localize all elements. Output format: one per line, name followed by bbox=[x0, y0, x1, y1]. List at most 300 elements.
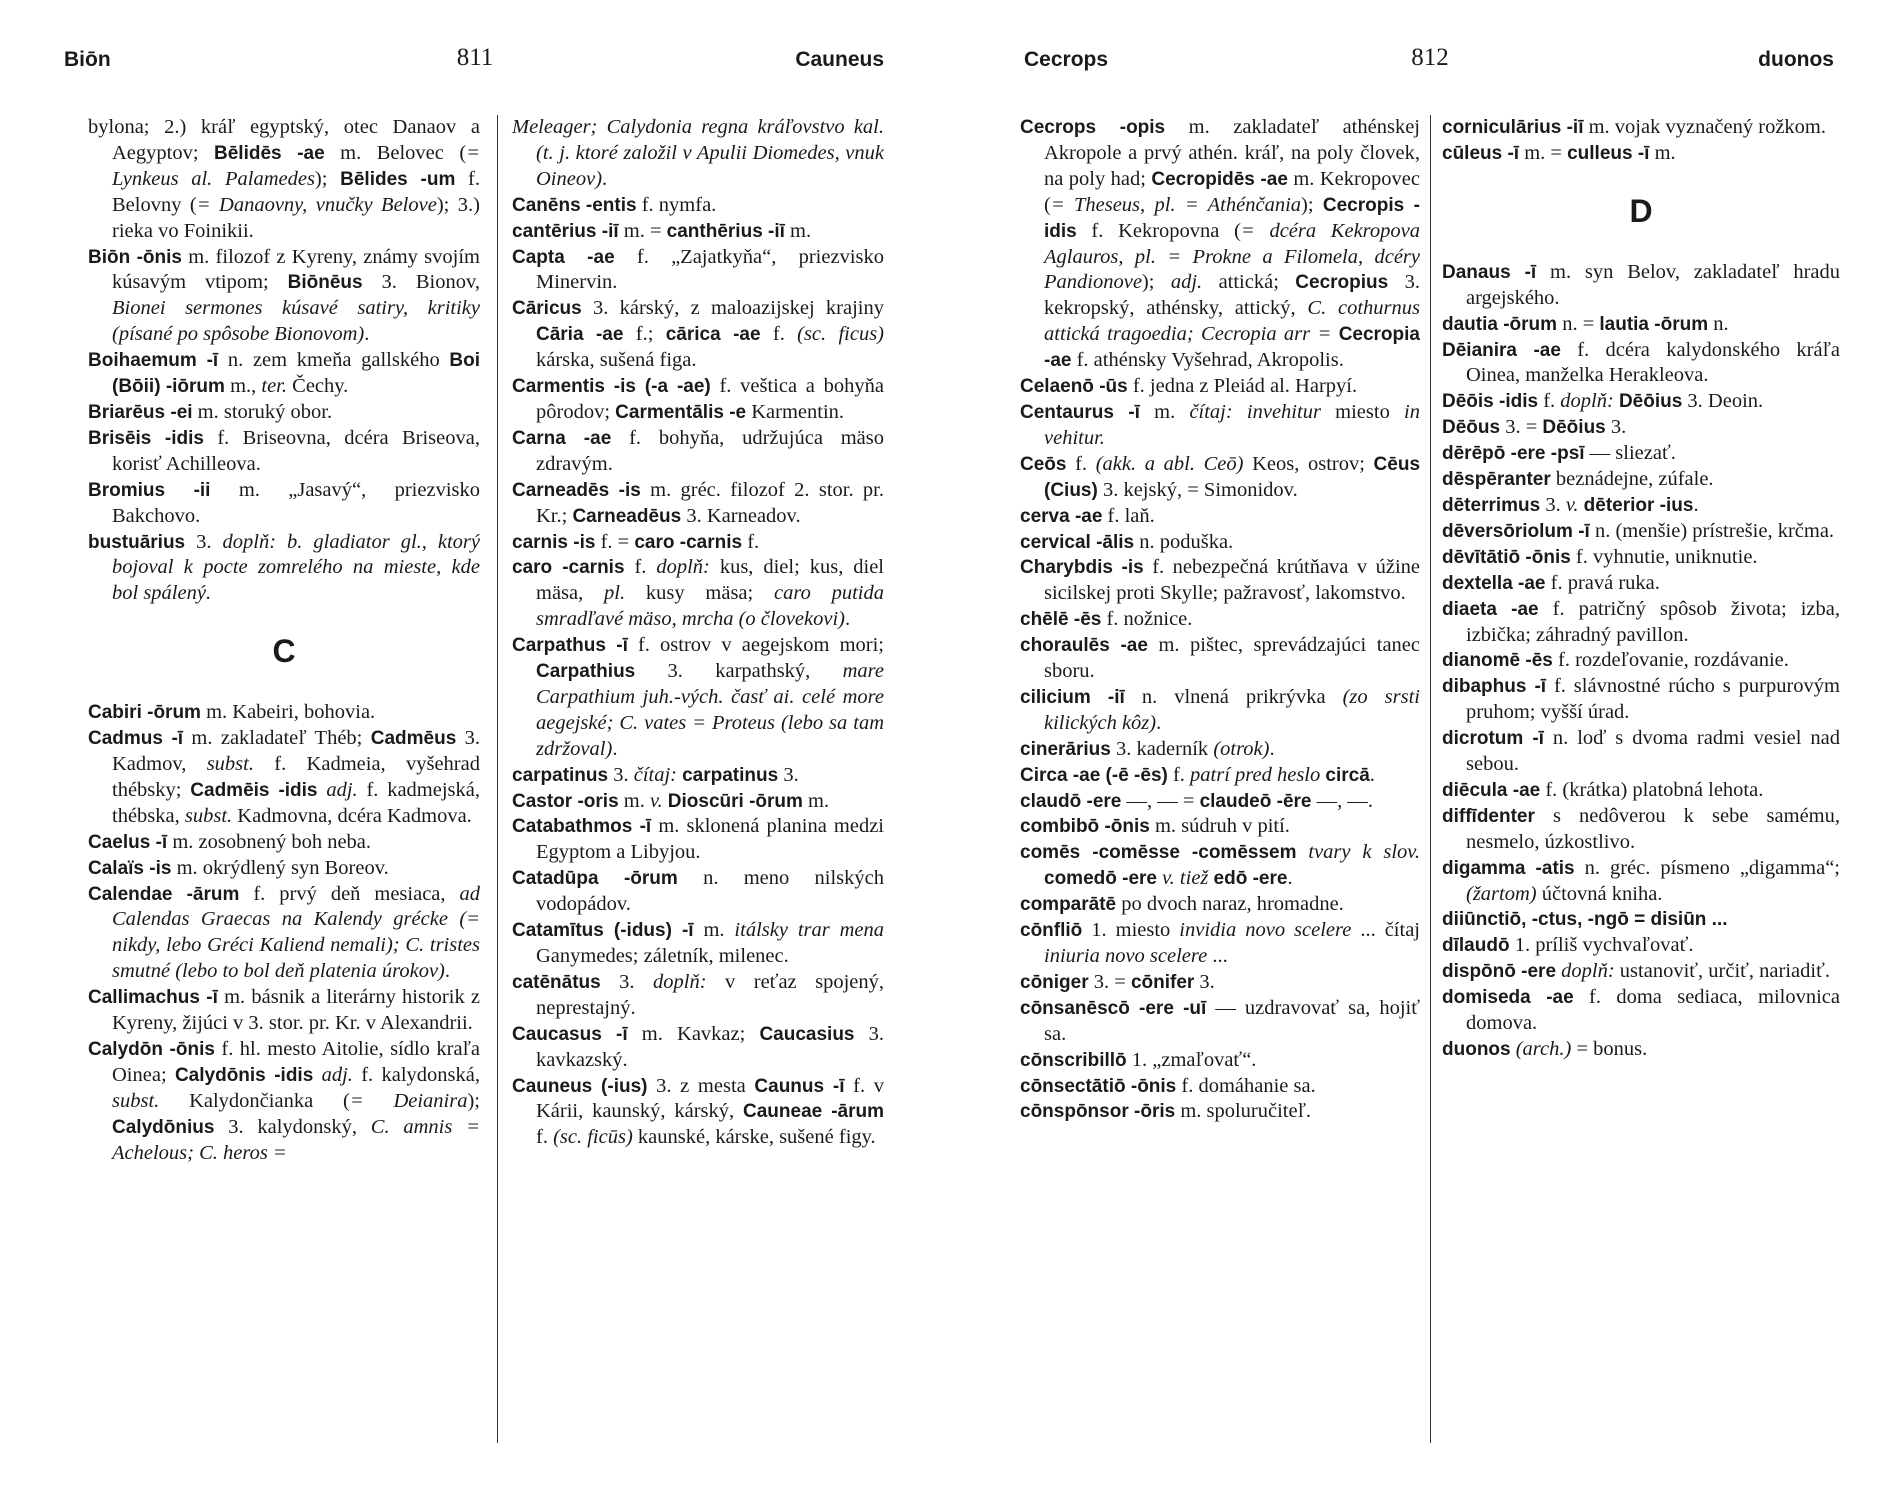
italic-text: pl. bbox=[604, 582, 626, 605]
dictionary-entry bbox=[88, 478, 480, 530]
dictionary-entry bbox=[88, 1037, 480, 1167]
definition-text: m. okrýdlený syn Boreov. bbox=[171, 856, 389, 879]
definition-text: f. slávnostné rúcho s purpurovým pruhom; vyšší úrad. bbox=[1466, 675, 1841, 724]
definition-text: m. Kekropovec ( bbox=[1044, 167, 1421, 216]
headword: combibō -ōnis bbox=[1020, 816, 1150, 838]
headword: Carmentis -is (-a -ae) bbox=[512, 376, 711, 398]
definition-text: f. veštica a bohyňa pôrodov; bbox=[536, 375, 884, 423]
headword: Danaus -ī bbox=[1442, 261, 1537, 283]
definition-text: . bbox=[364, 323, 370, 346]
dictionary-entry bbox=[88, 400, 480, 426]
headword: Cecropia -ae bbox=[1044, 324, 1420, 372]
dictionary-entry bbox=[512, 866, 884, 918]
definition-text: m. spoluručiteľ. bbox=[1175, 1100, 1312, 1123]
definition-text: f. = bbox=[595, 530, 635, 553]
headword: Biōn -ōnis bbox=[88, 246, 182, 268]
italic-text: adj. bbox=[1170, 271, 1203, 294]
headword: Celaenō -ūs bbox=[1020, 376, 1128, 398]
dictionary-entry bbox=[512, 374, 884, 426]
definition-text: Keos, ostrov; bbox=[1243, 452, 1374, 475]
definition-text: ); bbox=[314, 167, 341, 190]
headword: Carpathus -ī bbox=[512, 635, 628, 657]
headword: digamma -atis bbox=[1442, 857, 1575, 879]
headword: cilicium -iī bbox=[1020, 686, 1125, 708]
dictionary-entry bbox=[512, 789, 884, 815]
definition-text: f. Kekropovna ( bbox=[1076, 219, 1241, 242]
definition-text: 3. z mesta bbox=[647, 1074, 755, 1097]
headword: corniculārius -iī bbox=[1442, 117, 1584, 138]
definition-text: n. = bbox=[1557, 312, 1600, 335]
italic-text: (zo srsti kilických kôz) bbox=[1044, 685, 1420, 734]
headword: Caucasius bbox=[759, 1023, 855, 1045]
definition-text: f. Briseovna, dcéra Briseova, korisť Achilleova. bbox=[112, 426, 480, 475]
headword: Cabiri -ōrum bbox=[88, 702, 201, 724]
definition-text: kus, diel; kus, diel mäsa, bbox=[536, 556, 884, 605]
definition-text bbox=[1297, 841, 1309, 863]
definition-text: ); bbox=[1141, 271, 1171, 294]
italic-text: (sc. ficus) bbox=[797, 323, 884, 346]
definition-text: . bbox=[444, 960, 450, 983]
definition-text: 3. bbox=[1540, 493, 1566, 516]
definition-text: 3. Deoin. bbox=[1682, 390, 1764, 413]
headword: circā bbox=[1325, 764, 1370, 786]
italic-text: (sc. ficūs) bbox=[553, 1126, 633, 1149]
dictionary-entry bbox=[1020, 814, 1420, 840]
definition-text: m. zakladateľ athénskej Akropole a prvý athén. kráľ, na poly človek, na poly had; bbox=[1044, 116, 1420, 190]
definition-text: 3. kavkazský. bbox=[536, 1022, 885, 1071]
headword: domiseda -ae bbox=[1442, 987, 1574, 1009]
dictionary-entry bbox=[88, 530, 480, 608]
headword: Centaurus -ī bbox=[1020, 401, 1140, 423]
headword: dēvītātiō -ōnis bbox=[1442, 546, 1571, 568]
headword: cinerārius bbox=[1020, 738, 1111, 760]
dictionary-entry bbox=[1442, 441, 1840, 467]
definition-text: m. Belovec ( bbox=[324, 141, 467, 164]
dictionary-entry bbox=[512, 478, 884, 530]
definition-text: f. (krátka) platobná lehota. bbox=[1540, 778, 1764, 801]
definition-text: Ganymedes; záletník, milenec. bbox=[536, 945, 789, 967]
italic-text: doplň: b. gladiator gl., ktorý bojoval k pocte zomrelého na mieste, kde bol spálený. bbox=[112, 530, 481, 605]
headword: dīlaudō bbox=[1442, 935, 1510, 957]
definition-text: f. vyhnutie, uniknutie. bbox=[1570, 545, 1758, 568]
headword: dibaphus -ī bbox=[1442, 676, 1547, 698]
dictionary-entry bbox=[512, 115, 884, 193]
definition-text: f. laň. bbox=[1102, 504, 1155, 527]
definition-text: . bbox=[844, 608, 851, 631]
column-left bbox=[1020, 115, 1420, 1125]
italic-text: itálsky trar mena bbox=[734, 919, 884, 942]
definition-text: m. Kabeiri, bohovia. bbox=[200, 701, 376, 724]
definition-text: kárska, sušená figa. bbox=[536, 349, 697, 372]
definition-text: — uzdravovať sa, hojiť sa. bbox=[1044, 996, 1421, 1045]
italic-text: (arch.) bbox=[1515, 1038, 1572, 1060]
dictionary-entry bbox=[1442, 338, 1840, 390]
italic-text: caro putida smradľavé mäso, mrcha (o človekovi) bbox=[536, 582, 884, 631]
definition-text: m., bbox=[224, 375, 262, 398]
definition-text: f. bbox=[1066, 452, 1096, 475]
dictionary-entry bbox=[1020, 685, 1420, 737]
column-divider bbox=[1430, 115, 1431, 1443]
headword: Cecrops -opis bbox=[1020, 117, 1166, 138]
headword: Carmentālis -e bbox=[615, 401, 747, 423]
headword: Callimachus -ī bbox=[88, 987, 218, 1009]
headword: dautia -ōrum bbox=[1442, 313, 1558, 335]
definition-text: 3. bbox=[600, 970, 654, 993]
definition-text: n. vlnená prikrývka bbox=[1124, 685, 1343, 708]
headword: Calendae -ārum bbox=[88, 883, 240, 905]
headword: Ceōs bbox=[1020, 453, 1067, 475]
definition-text: ); bbox=[467, 1089, 481, 1112]
headword: Calaïs -is bbox=[88, 857, 172, 879]
column-right bbox=[512, 115, 884, 1151]
definition-text: 1. miesto bbox=[1082, 919, 1180, 942]
definition-text: f. doma sediaca, milovnica domova. bbox=[1466, 986, 1841, 1035]
headword: Cāricus bbox=[512, 298, 582, 320]
dictionary-entry bbox=[1442, 141, 1840, 167]
italic-text: doplň: bbox=[653, 970, 707, 993]
headword: cōnsectātiō -ōnis bbox=[1020, 1075, 1177, 1097]
headword: dianomē -ēs bbox=[1442, 650, 1553, 672]
definition-text: 1. príliš vychvaľovať. bbox=[1509, 934, 1694, 957]
definition-text: 3. kaderník bbox=[1110, 737, 1214, 760]
section-letter: D bbox=[1629, 192, 1653, 229]
italic-text: adj. bbox=[321, 1063, 353, 1086]
dictionary-entry bbox=[88, 726, 480, 830]
dictionary-entry bbox=[1020, 918, 1420, 970]
headword: Catadūpa -ōrum bbox=[512, 868, 678, 890]
definition-text: Karmentin. bbox=[746, 400, 845, 423]
headword: dērēpō -ere -psī bbox=[1442, 443, 1585, 465]
dictionary-entry bbox=[1020, 840, 1420, 892]
dictionary-entry bbox=[1020, 115, 1420, 374]
headword: Dēōis -idis bbox=[1442, 391, 1539, 413]
definition-text: m. bbox=[1139, 400, 1190, 423]
italic-text: C. cothurnus attická tragoedia; Cecropia arr = bbox=[1044, 297, 1420, 346]
definition-text: = bonus. bbox=[1571, 1038, 1648, 1060]
headword: Cecropius bbox=[1295, 272, 1389, 294]
dictionary-entry bbox=[1442, 545, 1840, 571]
definition-text: f. bbox=[624, 556, 657, 579]
dictionary-entry bbox=[512, 763, 884, 789]
page-811 bbox=[60, 0, 890, 1500]
dictionary-entry bbox=[512, 633, 884, 763]
definition-text: f. bohyňa, udržujúca mäso zdravým. bbox=[536, 426, 884, 475]
headword: Cecropis -idis bbox=[1044, 194, 1420, 242]
headword: Brisēis -idis bbox=[88, 427, 204, 449]
headword: duonos bbox=[1442, 1039, 1511, 1060]
headword: cōnspōnsor -ōris bbox=[1020, 1101, 1176, 1123]
dictionary-entry bbox=[1020, 452, 1420, 504]
page-number: 812 bbox=[1411, 44, 1449, 71]
definition-text: kusy mäsa; bbox=[625, 582, 774, 605]
dictionary-entry bbox=[1442, 933, 1840, 959]
dictionary-entry bbox=[512, 296, 884, 374]
guide-word-left: Biōn bbox=[64, 48, 111, 71]
definition-text: f. kadmejská, thébska, bbox=[112, 778, 480, 827]
definition-text: 3. kalydonský, bbox=[214, 1115, 371, 1138]
headword: Cāria -ae bbox=[536, 324, 624, 346]
dictionary-entry bbox=[1020, 555, 1420, 607]
dictionary-entry bbox=[512, 1022, 884, 1074]
headword: culleus -ī bbox=[1567, 142, 1650, 164]
dictionary-entry bbox=[1020, 530, 1420, 556]
definition-text: m. zakladateľ Théb; bbox=[183, 727, 371, 750]
guide-word-right: Cauneus bbox=[795, 48, 884, 71]
definition-text: m. bbox=[618, 789, 650, 812]
dictionary-entry bbox=[88, 830, 480, 856]
definition-text: n. gréc. písmeno „digamma“; bbox=[1574, 856, 1840, 879]
dictionary-entry bbox=[1442, 856, 1840, 908]
headword: cārica -ae bbox=[665, 324, 761, 346]
definition-text: f. nymfa. bbox=[636, 193, 717, 216]
dictionary-entry bbox=[1442, 115, 1840, 141]
dictionary-entry bbox=[1442, 467, 1840, 493]
italic-text: (žartom) bbox=[1466, 882, 1537, 905]
definition-text: m. bbox=[802, 789, 830, 812]
italic-text: subst. bbox=[184, 804, 233, 827]
section-letter: C bbox=[272, 633, 296, 670]
definition-text: . bbox=[1693, 493, 1699, 516]
headword: Cēus (Cius) bbox=[1044, 453, 1421, 501]
headword: lautia -ōrum bbox=[1599, 313, 1709, 335]
headword: Capta -ae bbox=[512, 246, 615, 268]
definition-text: 3. karpathský, bbox=[635, 660, 843, 683]
italic-text: v. bbox=[1565, 493, 1579, 516]
column-divider bbox=[497, 115, 498, 1443]
headword: carnis -is bbox=[512, 531, 596, 553]
headword: Cadmēis -idis bbox=[190, 779, 318, 801]
headword: Briarēus -ei bbox=[88, 401, 193, 423]
definition-text: Kadmovna, dcéra Kadmova. bbox=[232, 804, 472, 827]
headword: cerva -ae bbox=[1020, 505, 1103, 527]
italic-text: (akk. a abl. Ceō) bbox=[1095, 452, 1244, 475]
dictionary-entry bbox=[512, 530, 884, 556]
headword: canthērius -iī bbox=[666, 220, 785, 242]
headword: Cecropidēs -ae bbox=[1151, 168, 1288, 190]
definition-text: kaunské, kárske, sušené figy. bbox=[632, 1126, 876, 1149]
definition-text: f. „Zajatkyňa“, priezvisko Minervin. bbox=[536, 245, 884, 294]
headword: edō -ere bbox=[1213, 868, 1288, 890]
definition-text: m. filozof z Kyreny, známy svojím kúsavým vtipom; bbox=[112, 245, 480, 294]
headword: diffīdenter bbox=[1442, 805, 1535, 827]
dictionary-entry bbox=[88, 985, 480, 1037]
column-left bbox=[88, 115, 480, 1167]
definition-text: f. pravá ruka. bbox=[1545, 571, 1660, 594]
dictionary-entry bbox=[1442, 985, 1840, 1037]
definition-text: f. bbox=[1538, 390, 1561, 413]
definition-text: m. básnik a literárny historik z Kyreny, žijúci v 3. stor. pr. Kr. v Alexandrii. bbox=[112, 986, 480, 1035]
definition-text: m. bbox=[784, 219, 812, 242]
italic-text: mare Carpathium juh.-vých. časť ai. celé more aegejské; C. vates = Proteus (lebo sa tam zdržoval) bbox=[536, 660, 884, 760]
definition-text: 3. bbox=[1605, 416, 1627, 439]
italic-text: v. tiež bbox=[1162, 867, 1209, 890]
page-header bbox=[60, 44, 890, 82]
definition-text: n. loď s dvoma radmi vesiel nad sebou. bbox=[1466, 727, 1840, 776]
dictionary-entry bbox=[1442, 312, 1840, 338]
definition-text: ... čítaj bbox=[1351, 919, 1420, 942]
headword: caro -carnis bbox=[512, 557, 625, 579]
headword: Dioscūri -ōrum bbox=[667, 790, 803, 812]
definition-text: —, —. bbox=[1311, 789, 1373, 812]
dictionary-entry bbox=[512, 219, 884, 245]
dictionary-entry bbox=[88, 882, 480, 986]
headword: bustuārius bbox=[88, 531, 186, 553]
definition-text: f. dcéra kalydonského kráľa Oinea, manželka Herakleova. bbox=[1466, 338, 1840, 387]
headword: dicrotum -ī bbox=[1442, 728, 1544, 750]
definition-text: 3. bbox=[608, 763, 634, 786]
italic-text: čítaj: invehitur bbox=[1189, 400, 1321, 423]
headword: Circa -ae (-ē -ēs) bbox=[1020, 764, 1168, 786]
definition-text: Kalydončianka ( bbox=[159, 1089, 350, 1112]
headword: Calydōnius bbox=[112, 1116, 215, 1138]
definition-text: f.; bbox=[623, 323, 666, 346]
headword: cōnscribillō bbox=[1020, 1049, 1127, 1071]
dictionary-entry bbox=[88, 348, 480, 400]
headword: chēlē -ēs bbox=[1020, 609, 1102, 631]
definition-text: 3. bbox=[1194, 970, 1215, 993]
definition-text: . bbox=[1369, 763, 1375, 786]
italic-text: doplň: bbox=[656, 556, 710, 579]
italic-text: = Deianira bbox=[349, 1089, 468, 1112]
definition-text: m. súdruh v pití. bbox=[1149, 815, 1290, 838]
headword: Dēōius bbox=[1618, 391, 1683, 413]
definition-text: 3. kárský, z maloazijskej krajiny bbox=[581, 297, 884, 320]
definition-text: . bbox=[1287, 867, 1293, 890]
dictionary-entry bbox=[512, 245, 884, 297]
headword: cantērius -iī bbox=[512, 220, 619, 242]
headword: Cadmēus bbox=[370, 728, 457, 750]
dictionary-entry bbox=[1442, 389, 1840, 415]
headword: comedō -ere bbox=[1044, 868, 1157, 890]
dictionary-entry bbox=[1020, 970, 1420, 996]
definition-text: 1. „zmaľovať“. bbox=[1126, 1048, 1257, 1071]
italic-text: = Lynkeus al. Palamedes bbox=[112, 141, 480, 190]
italic-text: subst. bbox=[112, 1089, 160, 1112]
definition-text: . bbox=[612, 737, 618, 760]
dictionary-entry bbox=[512, 1074, 884, 1152]
definition-text: 3. Karneadov. bbox=[681, 504, 801, 527]
definition-text: f. bbox=[1167, 763, 1191, 786]
dictionary-entry bbox=[1442, 778, 1840, 804]
italic-text: patrí pred heslo bbox=[1190, 763, 1321, 786]
headword: Dēianira -ae bbox=[1442, 339, 1561, 361]
headword: Cauneae -ārum bbox=[743, 1101, 884, 1123]
dictionary-entry bbox=[1442, 959, 1840, 985]
dictionary-entry bbox=[1442, 1037, 1840, 1063]
definition-text bbox=[313, 1064, 321, 1086]
headword: Carpathius bbox=[536, 661, 636, 683]
headword: Carna -ae bbox=[512, 427, 612, 449]
definition-text: f. kalydonská, bbox=[352, 1063, 480, 1086]
italic-text: subst. bbox=[206, 753, 254, 776]
italic-text: ad Calendas Graecas na Kalendy grécke (= nikdy, lebo Gréci Kaliend nemali); C. tristes smutné (lebo to bol deň platenia úrokov) bbox=[112, 882, 480, 983]
definition-text: f. rozdeľovanie, rozdávanie. bbox=[1552, 649, 1789, 672]
dictionary-entry bbox=[88, 245, 480, 349]
guide-word-right: duonos bbox=[1758, 48, 1834, 71]
headword: comēs -comēsse -comēssem bbox=[1020, 842, 1297, 864]
italic-text: C. amnis = Achelous; C. heros = bbox=[112, 1115, 480, 1164]
headword: Calydōnis -idis bbox=[174, 1064, 314, 1086]
dictionary-entry bbox=[1020, 504, 1420, 530]
italic-text: invidia novo scelere bbox=[1179, 919, 1352, 942]
dictionary-entry bbox=[1442, 907, 1840, 933]
definition-text: 3. Kadmov, bbox=[112, 727, 480, 776]
headword: diaeta -ae bbox=[1442, 598, 1539, 620]
dictionary-entry bbox=[1020, 789, 1420, 815]
dictionary-entry bbox=[88, 426, 480, 478]
headword: claudō -ere bbox=[1020, 790, 1122, 812]
dictionary-entry bbox=[1442, 726, 1840, 778]
headword: Boihaemum -ī bbox=[88, 350, 219, 372]
headword: Carneadēus bbox=[572, 505, 682, 527]
definition-text: f. Belovny ( bbox=[112, 167, 480, 216]
headword: Castor -oris bbox=[512, 790, 619, 812]
page-header bbox=[1020, 44, 1840, 82]
definition-text bbox=[318, 779, 327, 801]
dictionary-entry bbox=[512, 970, 884, 1022]
definition-text: m. pištec, sprevádzajúci tanec sboru. bbox=[1044, 634, 1421, 683]
definition-text: f. domáhanie sa. bbox=[1176, 1074, 1316, 1097]
dictionary-entry bbox=[1020, 892, 1420, 918]
dictionary-entry bbox=[1020, 737, 1420, 763]
definition-text: . bbox=[1156, 711, 1162, 734]
italic-text: čítaj: bbox=[633, 763, 677, 786]
definition-text: m. vojak vyznačený rožkom. bbox=[1583, 116, 1826, 138]
dictionary-entry bbox=[88, 700, 480, 726]
definition-text: f. athénsky Vyšehrad, Akropolis. bbox=[1071, 349, 1344, 372]
dictionary-entry bbox=[1442, 648, 1840, 674]
headword: Charybdis -is bbox=[1020, 557, 1144, 579]
definition-text: n. zem kmeňa gallského bbox=[218, 349, 450, 372]
italic-text: Bionei sermones kúsavé satiry, kritiky (písané po spôsobe Bionovom) bbox=[112, 297, 480, 346]
definition-text: — sliezať. bbox=[1584, 442, 1676, 465]
italic-text: doplň: bbox=[1560, 390, 1614, 413]
headword: dispōnō -ere bbox=[1442, 961, 1557, 983]
dictionary-entry bbox=[1020, 607, 1420, 633]
headword: Bromius -ii bbox=[88, 479, 211, 501]
definition-text: ); bbox=[1301, 193, 1323, 216]
headword: Caunus -ī bbox=[754, 1075, 845, 1097]
definition-text: n. meno nilských vodopádov. bbox=[536, 867, 884, 916]
headword: Catamītus (-idus) -ī bbox=[512, 920, 694, 942]
headword: dextella -ae bbox=[1442, 572, 1546, 594]
definition-text: m. = bbox=[1519, 141, 1568, 164]
italic-text: v. bbox=[649, 789, 663, 812]
headword: Catabathmos -ī bbox=[512, 816, 652, 838]
dictionary-entry bbox=[1020, 1099, 1420, 1125]
headword: Carneadēs -is bbox=[512, 479, 641, 501]
headword: diiūnctiō, -ctus, -ngō = disiūn ... bbox=[1442, 909, 1728, 931]
definition-text bbox=[1331, 323, 1338, 345]
definition-text: miesto bbox=[1320, 400, 1405, 423]
dictionary-entry bbox=[512, 918, 884, 970]
italic-text: = Theseus, pl. = Athénčania bbox=[1050, 193, 1302, 216]
definition-text: m. zosobnený boh neba. bbox=[167, 830, 372, 853]
headword: cōniger bbox=[1020, 971, 1089, 993]
dictionary-entry bbox=[512, 555, 884, 633]
dictionary-entry bbox=[88, 856, 480, 882]
definition-text: m. = bbox=[618, 219, 667, 242]
headword: Dēōus bbox=[1442, 417, 1501, 439]
dictionary-entry bbox=[512, 193, 884, 219]
definition-text: f. bbox=[536, 1126, 554, 1149]
headword: caro -carnis bbox=[634, 531, 743, 553]
definition-text: ); 3.) rieka vo Foinikii. bbox=[112, 193, 480, 242]
dictionary-entry bbox=[1442, 804, 1840, 856]
definition-text: bylona; 2.) kráľ egyptský, otec Danaov a Aegyptov; bbox=[88, 116, 480, 164]
headword: Bēlidēs -ae bbox=[214, 142, 325, 164]
definition-text: 3. kekropský, athénsky, attický, bbox=[1044, 271, 1420, 320]
